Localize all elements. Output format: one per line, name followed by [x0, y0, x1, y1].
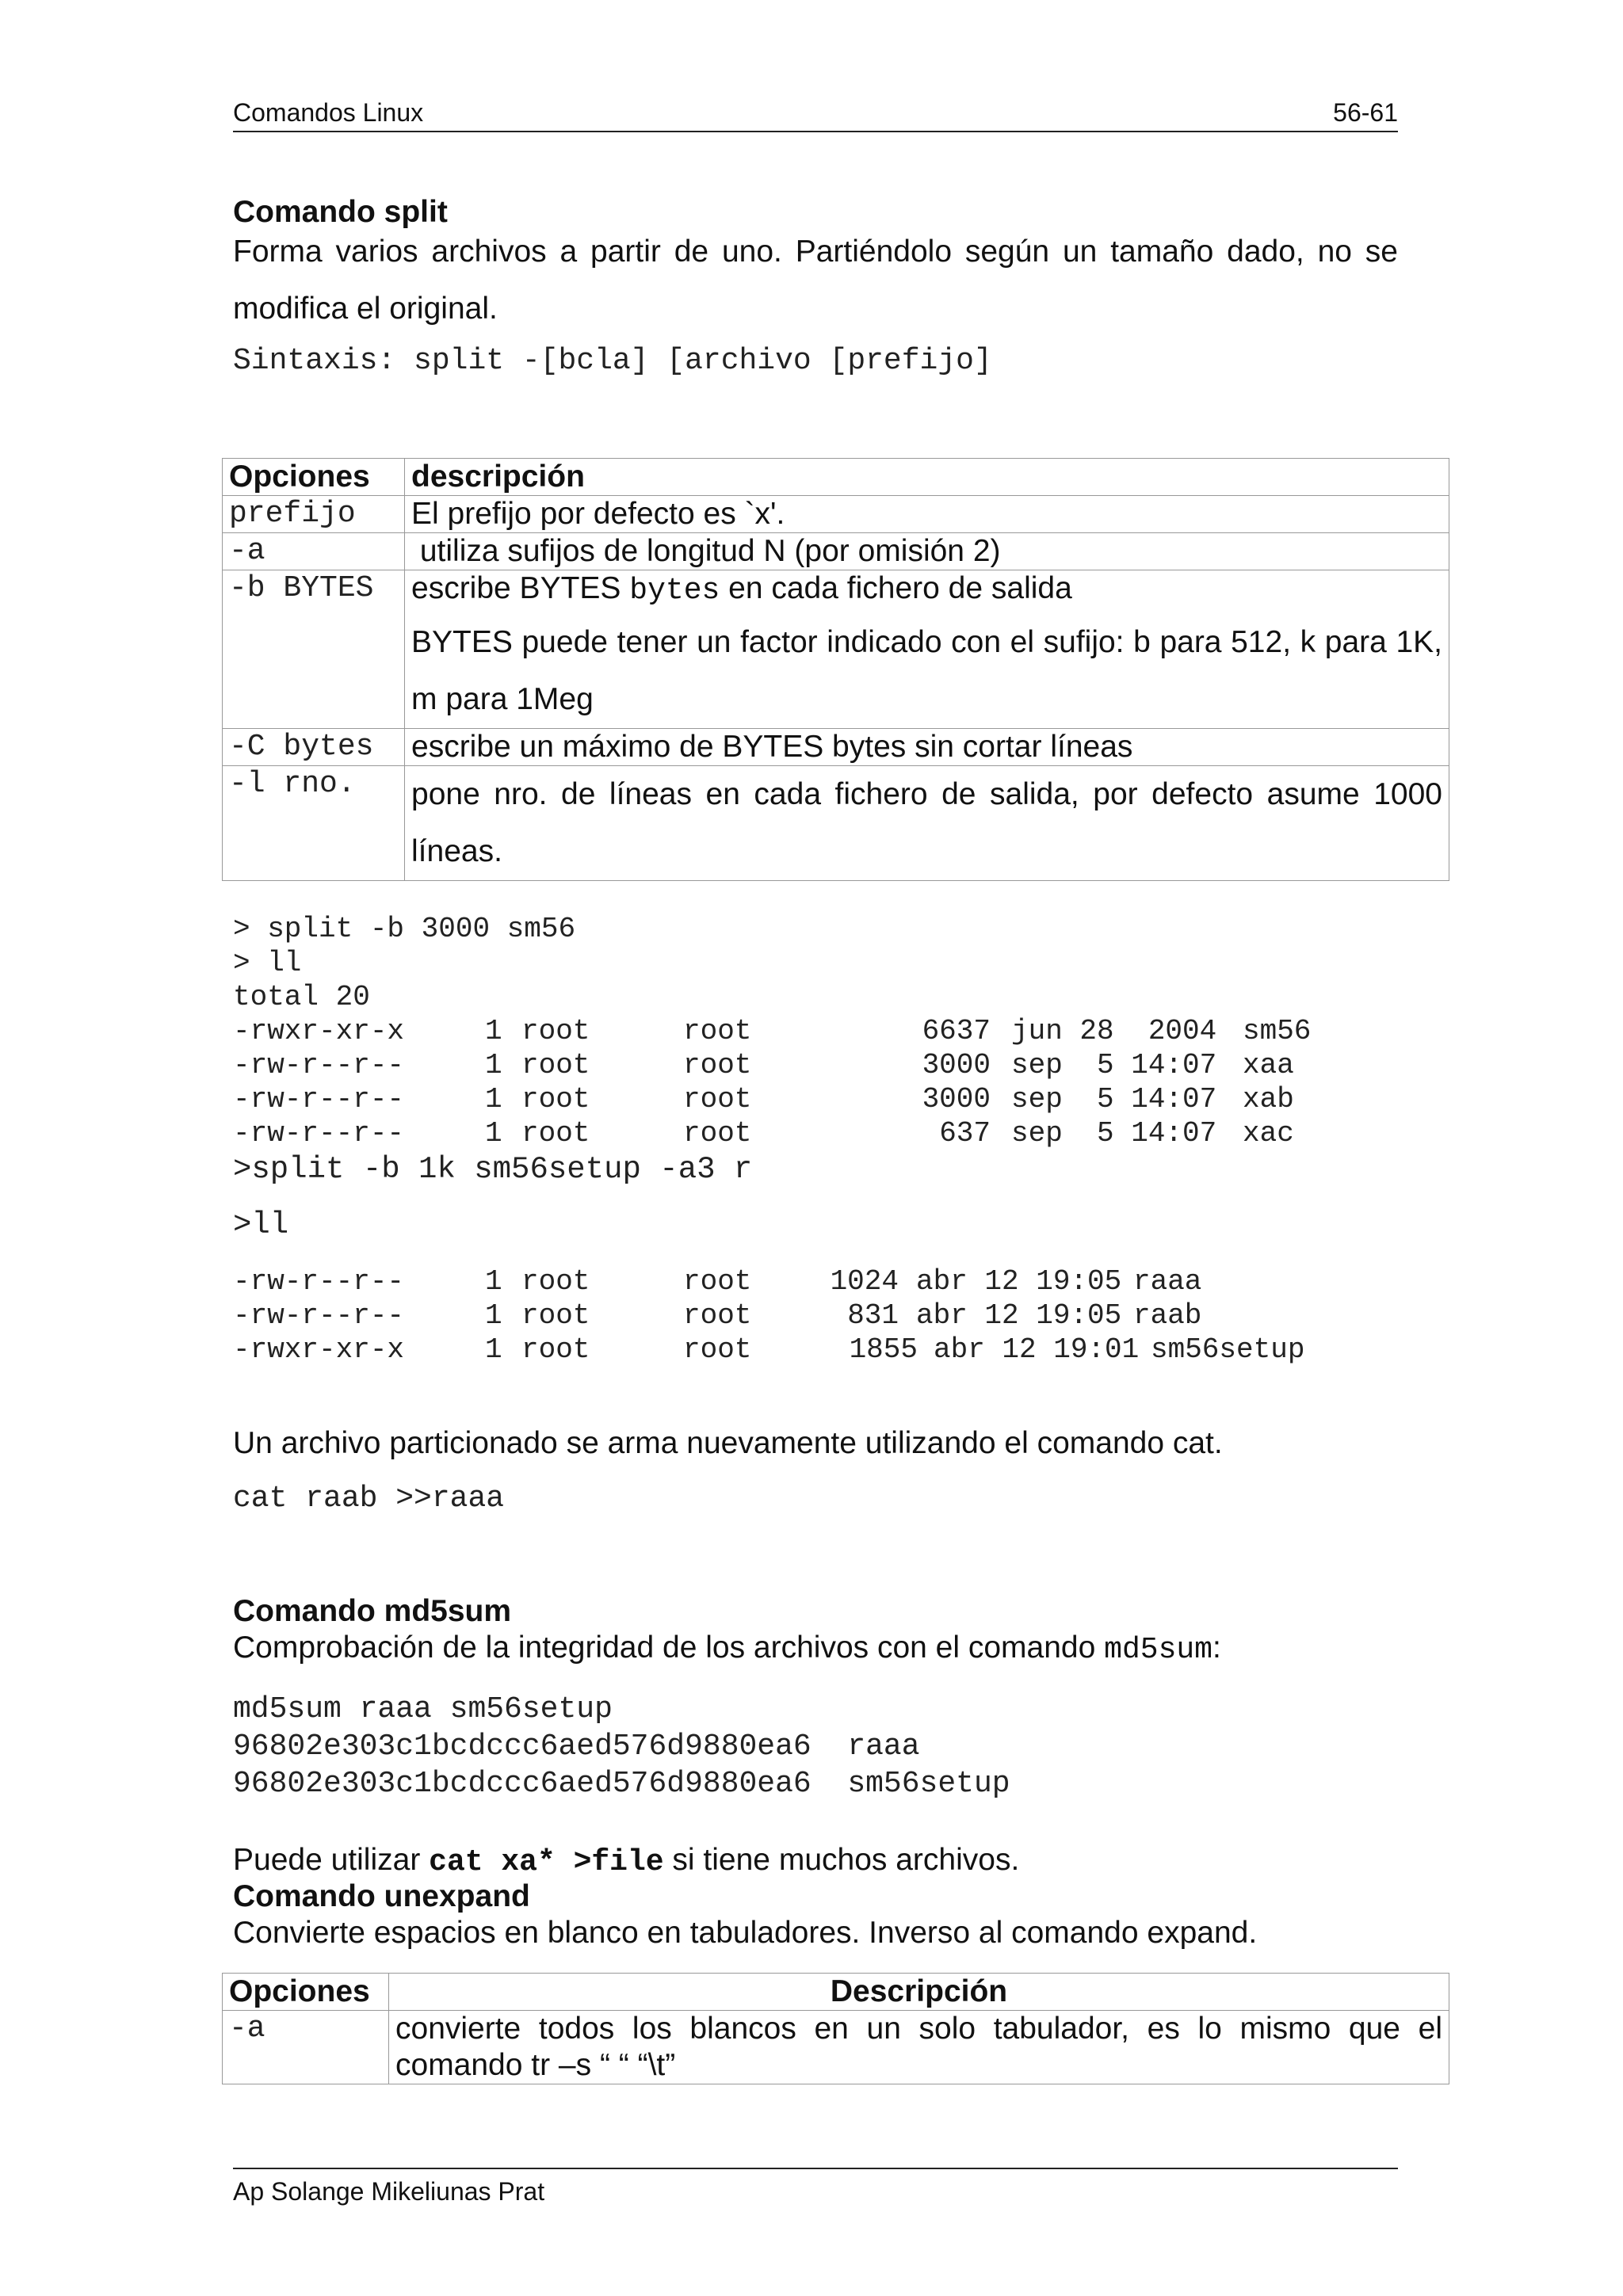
filename: xaa [1243, 1049, 1294, 1081]
links: 1 [485, 1049, 502, 1081]
table-header-row [223, 459, 1449, 496]
owner: root [521, 1333, 590, 1366]
hash-value: 96802e303c1bcdccc6aed576d9880ea6 [233, 1767, 812, 1801]
desc-code: md5sum [1104, 1633, 1212, 1667]
tip-code: cat xa* >file [429, 1845, 664, 1879]
option-name: prefijo [223, 496, 405, 533]
size: 1855 [849, 1333, 918, 1366]
listing-row [233, 1265, 1202, 1299]
split-syntax: Sintaxis: split -[bcla] [archivo [prefijo] [233, 344, 992, 378]
command-line: total 20 [233, 981, 370, 1013]
group: root [683, 1333, 752, 1366]
desc-text: : [1212, 1630, 1221, 1665]
desc-code: bytes [629, 574, 720, 608]
size: 831 [847, 1299, 899, 1332]
md5sum-title: Comando md5sum [233, 1594, 512, 1628]
links: 1 [485, 1333, 502, 1366]
unexpand-description: Convierte espacios en blanco en tabuladores. Inverso al comando expand. [233, 1916, 1258, 1950]
perm: -rwxr-xr-x [233, 1015, 405, 1047]
listing-row [233, 1333, 1305, 1367]
unexpand-options-table [222, 1973, 1449, 2084]
listing-row [233, 1049, 1294, 1082]
md5sum-command: md5sum raaa sm56setup [233, 1692, 613, 1726]
footer-divider [233, 2168, 1398, 2169]
listing-row [233, 1015, 1312, 1048]
hash-file: raaa [847, 1730, 920, 1764]
option-name: -a [223, 2011, 389, 2084]
table-row [223, 766, 1449, 881]
links: 1 [485, 1265, 502, 1298]
md5sum-result-row [233, 1730, 920, 1764]
rejoin-text: Un archivo particionado se arma nuevamente utilizando el comando cat. [233, 1426, 1223, 1460]
date: sep 5 14:07 [1011, 1049, 1217, 1081]
hash-value: 96802e303c1bcdccc6aed576d9880ea6 [233, 1730, 812, 1764]
owner: root [521, 1049, 590, 1081]
group: root [683, 1265, 752, 1298]
filename: xac [1243, 1117, 1294, 1150]
hash-file: sm56setup [847, 1767, 1010, 1801]
perm: -rw-r--r-- [233, 1049, 405, 1081]
table-header-row [223, 1974, 1449, 2011]
filename: xab [1243, 1083, 1294, 1116]
filename: raab [1133, 1299, 1202, 1332]
option-description [405, 570, 1449, 729]
table-header-options: Opciones [223, 459, 405, 496]
date: sep 5 14:07 [1011, 1117, 1217, 1150]
table-row [223, 729, 1449, 766]
listing-row [233, 1299, 1202, 1333]
perm: -rw-r--r-- [233, 1117, 405, 1150]
option-description: convierte todos los blancos en un solo tabulador, es lo mismo que el comando tr –s “ “ “\t” [389, 2011, 1449, 2084]
table-header-description: descripción [405, 459, 1449, 496]
perm: -rw-r--r-- [233, 1083, 405, 1116]
option-description: El prefijo por defecto es `x'. [405, 496, 1449, 533]
desc-text: escribe BYTES [411, 571, 630, 605]
size: 6637 [922, 1015, 991, 1047]
option-description: utiliza sufijos de longitud N (por omisión 2) [405, 533, 1449, 570]
tip-text: Puede utilizar [233, 1843, 430, 1877]
md5sum-description [233, 1630, 1221, 1667]
option-description-extra: BYTES puede tener un factor indicado con el sufijo: b para 512, k para 1K, m para 1Meg [411, 625, 1442, 716]
owner: root [521, 1083, 590, 1116]
option-name: -C bytes [223, 729, 405, 766]
filename: sm56setup [1151, 1333, 1305, 1366]
date: abr 12 19:01 [934, 1333, 1140, 1366]
links: 1 [485, 1015, 502, 1047]
group: root [683, 1015, 752, 1047]
header-title: Comandos Linux [233, 98, 424, 127]
size: 1024 [830, 1265, 899, 1298]
date: abr 12 19:05 [916, 1265, 1122, 1298]
option-description: pone nro. de líneas en cada fichero de salida, por defecto asume 1000 líneas. [405, 766, 1449, 881]
owner: root [521, 1265, 590, 1298]
group: root [683, 1049, 752, 1081]
listing-row [233, 1117, 1294, 1150]
command-line: >split -b 1k sm56setup -a3 r [233, 1152, 753, 1187]
group: root [683, 1117, 752, 1150]
perm: -rw-r--r-- [233, 1265, 405, 1298]
table-row [223, 570, 1449, 729]
option-description: escribe un máximo de BYTES bytes sin cortar líneas [405, 729, 1449, 766]
filename: raaa [1133, 1265, 1202, 1298]
owner: root [521, 1117, 590, 1150]
links: 1 [485, 1083, 502, 1116]
command-line: > ll [233, 947, 302, 979]
footer-author: Ap Solange Mikeliunas Prat [233, 2177, 545, 2206]
option-name: -l rno. [223, 766, 405, 881]
size: 3000 [922, 1049, 991, 1081]
filename: sm56 [1243, 1015, 1312, 1047]
group: root [683, 1299, 752, 1332]
option-name: -a [223, 533, 405, 570]
tip-text: si tiene muchos archivos. [663, 1843, 1020, 1877]
option-name: -b BYTES [223, 570, 405, 729]
owner: root [521, 1015, 590, 1047]
command-line: >ll [233, 1207, 289, 1242]
perm: -rwxr-xr-x [233, 1333, 405, 1366]
split-description: Forma varios archivos a partir de uno. Partiéndolo según un tamaño dado, no se modifica el original. [233, 235, 1398, 326]
listing-row [233, 1083, 1294, 1116]
links: 1 [485, 1299, 502, 1332]
owner: root [521, 1299, 590, 1332]
md5sum-tip [233, 1843, 1019, 1879]
links: 1 [485, 1117, 502, 1150]
size: 637 [939, 1117, 991, 1150]
table-row [223, 496, 1449, 533]
rejoin-command: cat raab >>raaa [233, 1482, 505, 1516]
md5sum-result-row [233, 1767, 1010, 1801]
command-line: > split -b 3000 sm56 [233, 913, 576, 945]
table-row [223, 533, 1449, 570]
unexpand-title: Comando unexpand [233, 1879, 530, 1913]
date: sep 5 14:07 [1011, 1083, 1217, 1116]
split-options-table [222, 458, 1449, 881]
desc-text: en cada fichero de salida [720, 571, 1072, 605]
date: jun 28 2004 [1011, 1015, 1217, 1047]
table-header-description: Descripción [389, 1974, 1449, 2011]
header-divider [233, 131, 1398, 132]
perm: -rw-r--r-- [233, 1299, 405, 1332]
group: root [683, 1083, 752, 1116]
option-description-line [411, 570, 1442, 609]
split-title: Comando split [233, 195, 448, 229]
page-number: 56-61 [1333, 98, 1398, 127]
size: 3000 [922, 1083, 991, 1116]
date: abr 12 19:05 [916, 1299, 1122, 1332]
desc-text: Comprobación de la integridad de los archivos con el comando [233, 1630, 1105, 1665]
table-header-options: Opciones [223, 1974, 389, 2011]
table-row [223, 2011, 1449, 2084]
